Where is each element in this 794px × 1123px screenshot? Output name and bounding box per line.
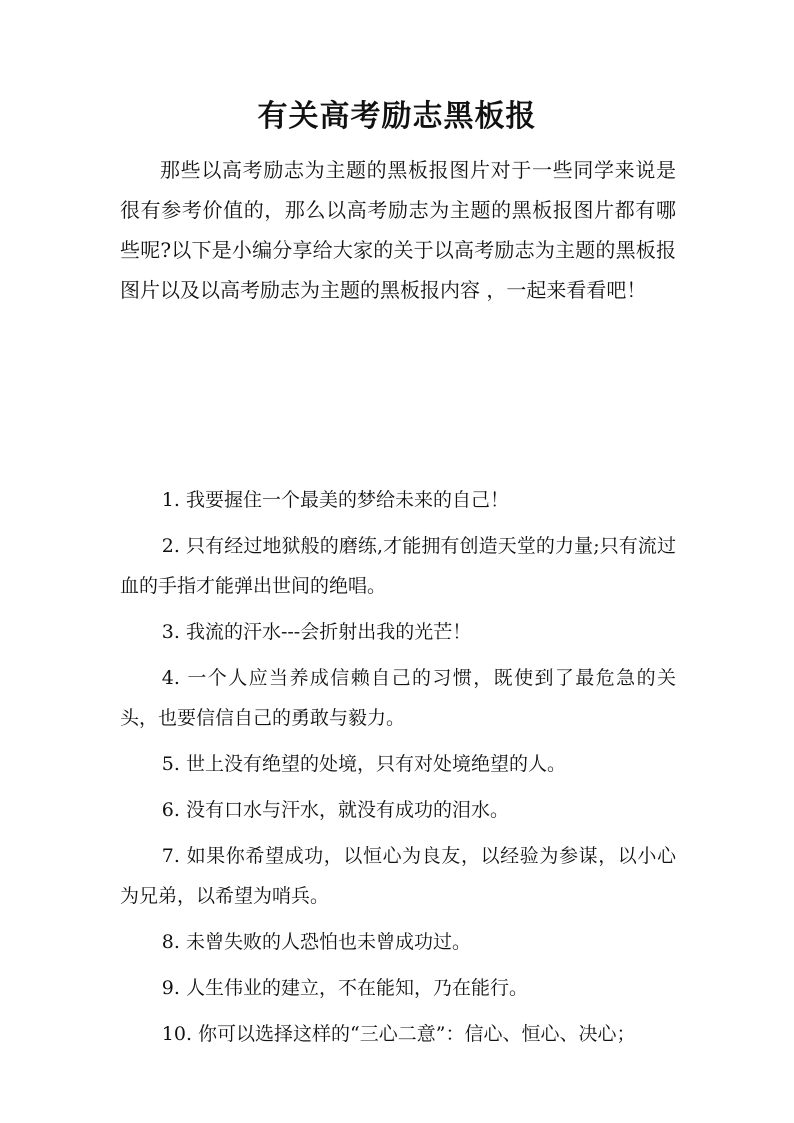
list-item: 6. 没有口水与汗水，就没有成功的泪水。 bbox=[161, 799, 509, 821]
list-item: 7. 如果你希望成功，以恒心为良友，以经验为参谋，以小心为兄弟，以希望为哨兵。 bbox=[120, 845, 676, 907]
list-item: 2. 只有经过地狱般的磨练,才能拥有创造天堂的力量;只有流过血的手指才能弹出世间的绝唱。 bbox=[120, 535, 676, 597]
document-title: 有关高考励志黑板报 bbox=[257, 99, 537, 134]
list-item: 4. 一个人应当养成信赖自己的习惯，既使到了最危急的关头，也要信信自己的勇敢与毅力。 bbox=[120, 667, 676, 729]
list-item: 9. 人生伟业的建立，不在能知，乃在能行。 bbox=[161, 977, 528, 999]
list-item: 3. 我流的汗水---会折射出我的光芒！ bbox=[161, 621, 472, 643]
list-item: 8. 未曾失败的人恐怕也未曾成功过。 bbox=[161, 931, 471, 953]
list-item: 1. 我要握住一个最美的梦给未来的自己！ bbox=[161, 489, 509, 511]
intro-paragraph: 那些以高考励志为主题的黑板报图片对于一些同学来说是很有参考价值的，那么以高考励志为主题的黑板报图片都有哪些呢?以下是小编分享给大家的关于以高考励志为主题的黑板报图片以及以高考励志为主题的黑板报内容 ，一起来看看吧！ bbox=[120, 158, 676, 302]
quote-list bbox=[120, 480, 676, 1056]
list-item: 10. 你可以选择这样的“三心二意”：信心、恒心、决心； bbox=[161, 1023, 636, 1045]
list-item: 5. 世上没有绝望的处境，只有对处境绝望的人。 bbox=[161, 753, 566, 775]
